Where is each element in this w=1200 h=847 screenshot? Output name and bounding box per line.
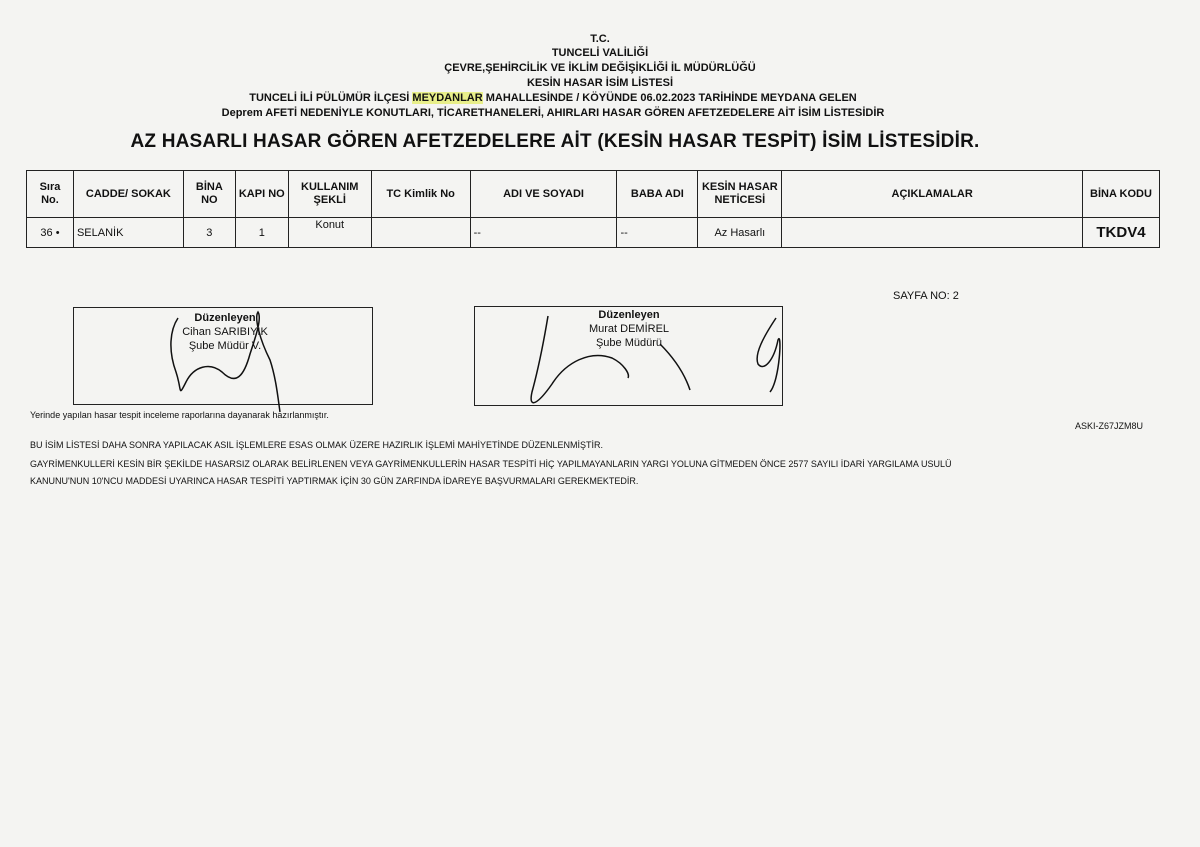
col-aciklama: AÇIKLAMALAR bbox=[782, 171, 1083, 218]
signature-left-title: Düzenleyen bbox=[194, 312, 256, 324]
col-kapi: KAPI NO bbox=[235, 171, 288, 218]
cell-adi: -- bbox=[470, 218, 617, 248]
cell-cadde: SELANİK bbox=[73, 218, 183, 248]
col-bina: BİNA NO bbox=[183, 171, 235, 218]
cell-bina-kodu: TKDV4 bbox=[1082, 218, 1159, 248]
signature-right-text bbox=[564, 308, 694, 350]
cell-kullanim: Konut bbox=[288, 218, 371, 248]
cell-sira-value: 36 bbox=[40, 226, 53, 239]
note-line-3: KANUNU'NUN 10'NCU MADDESİ UYARINCA HASAR TESPİTİ YAPTIRMAK İÇİN 30 GÜN ZARFINDA İDAREYE BAŞVURMALARI GEREKMEKTEDİR. bbox=[30, 476, 639, 486]
col-kesin: KESİN HASAR NETİCESİ bbox=[698, 171, 782, 218]
header-location-pre: TUNCELİ İLİ PÜLÜMÜR İLÇESİ bbox=[249, 92, 413, 104]
main-title: AZ HASARLI HASAR GÖREN AFETZEDELERE AİT (KESİN HASAR TESPİT) İSİM LİSTESİDİR. bbox=[130, 131, 980, 152]
note-line-2: GAYRİMENKULLERİ KESİN BİR ŞEKİLDE HASARSIZ OLARAK BELİRLENEN VEYA GAYRİMENKULLERİN HASAR TESPİTİ HİÇ YAPILMAYANLARIN YARGI YOLUNA GİTMEDEN ÖNCE 2577 SAYILI İDARİ YARGILAMA USULÜ bbox=[30, 459, 952, 469]
signature-right-name: Murat DEMİREL bbox=[588, 323, 670, 335]
col-baba: BABA ADI bbox=[617, 171, 698, 218]
cell-baba: -- bbox=[617, 218, 698, 248]
cell-bina: 3 bbox=[183, 218, 235, 248]
header-neighbourhood: MEYDANLAR bbox=[412, 92, 483, 104]
prepared-note: Yerinde yapılan hasar tespit inceleme raporlarına dayanarak hazırlanmıştır. bbox=[30, 410, 329, 420]
header-location-post: MAHALLESİNDE / KÖYÜNDE 06.02.2023 TARİHİNDE MEYDANA GELEN bbox=[482, 92, 857, 104]
signature-right-role: Şube Müdürü bbox=[595, 337, 663, 349]
col-bina-kodu: BİNA KODU bbox=[1082, 171, 1159, 218]
bullet-mark: • bbox=[55, 226, 60, 239]
note-line-1: BU İSİM LİSTESİ DAHA SONRA YAPILACAK ASIL İŞLEMLERE ESAS OLMAK ÜZERE HAZIRLIK İŞLEMİ MAHİYETİNDE DÜZENLENMİŞTİR. bbox=[30, 440, 603, 450]
col-sira: Sıra No. bbox=[27, 171, 74, 218]
signature-left-role: Şube Müdür V. bbox=[188, 340, 262, 352]
col-tc: TC Kimlik No bbox=[371, 171, 470, 218]
header-list-title: KESİN HASAR İSİM LİSTESİ bbox=[526, 77, 674, 89]
cell-kesin: Az Hasarlı bbox=[698, 218, 782, 248]
signature-left-stroke bbox=[171, 312, 280, 412]
header-disaster: Deprem AFETİ NEDENİYLE KONUTLARI, TİCARETHANELERİ, AHIRLARI HASAR GÖREN AFETZEDELERE AİT İSİM LİSTESİDİR bbox=[221, 107, 885, 119]
col-cadde: CADDE/ SOKAK bbox=[73, 171, 183, 218]
col-kullanim: KULLANIM ŞEKLİ bbox=[288, 171, 371, 218]
header-governorship: TUNCELİ VALİLİĞİ bbox=[551, 47, 649, 59]
ask-code: ASKI-Z67JZM8U bbox=[1075, 421, 1144, 431]
header-directorate: ÇEVRE,ŞEHİRCİLİK VE İKLİM DEĞİŞİKLİĞİ İL MÜDÜRLÜĞÜ bbox=[444, 62, 756, 74]
cell-kapi: 1 bbox=[235, 218, 288, 248]
signature-left-name: Cihan SARIBIYIK bbox=[182, 326, 268, 338]
signature-right-title: Düzenleyen bbox=[598, 309, 660, 321]
page-number: SAYFA NO: 2 bbox=[893, 290, 959, 302]
header-tc: T.C. bbox=[590, 33, 610, 45]
col-adi: ADI VE SOYADI bbox=[470, 171, 617, 218]
